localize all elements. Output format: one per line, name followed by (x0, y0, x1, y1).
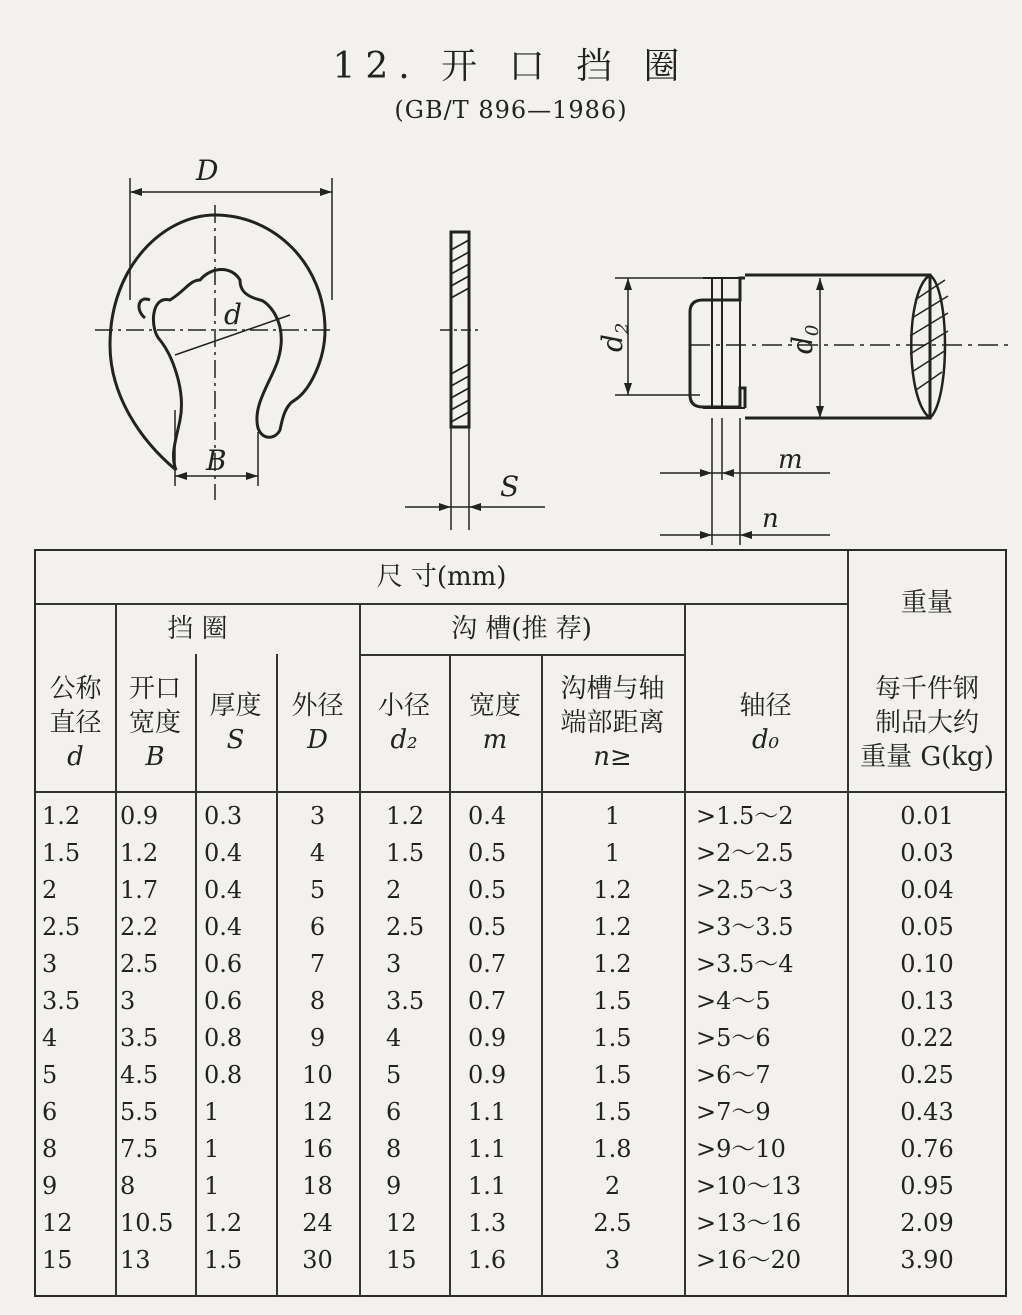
table-cell: 0.4 (468, 802, 507, 830)
table-cell: 24 (302, 1209, 333, 1237)
table-cell: 1.2 (204, 1209, 243, 1237)
table-cell: 1.5 (593, 1061, 632, 1089)
table-cell: 1.2 (120, 839, 159, 867)
table-cell: 0.8 (204, 1024, 243, 1052)
table-cell: 10.5 (120, 1209, 174, 1237)
table-cell: 1.8 (593, 1135, 632, 1163)
label-m: m (778, 445, 803, 475)
column-m-values (468, 798, 540, 1279)
table-cell: 2.5 (42, 913, 81, 941)
ring-front-view (110, 215, 325, 470)
table-cell: 8 (42, 1135, 58, 1163)
table-cell: >1.5～2 (696, 802, 794, 830)
table-cell: 1.2 (593, 913, 632, 941)
column-D-values (276, 798, 359, 1279)
table-cell: 1.2 (386, 802, 425, 830)
table-cell: 5 (386, 1061, 402, 1089)
table-cell: >3.5～4 (696, 950, 794, 978)
table-cell: 3 (386, 950, 402, 978)
header-col-d0: 轴径 d₀ (739, 690, 792, 755)
table-cell: >10～13 (696, 1172, 802, 1200)
table-cell: 1 (204, 1172, 220, 1200)
column-n-values (541, 798, 684, 1279)
table-cell: 9 (42, 1172, 58, 1200)
table-cell: 0.9 (468, 1024, 507, 1052)
table-cell: 9 (386, 1172, 402, 1200)
table-cell: 0.43 (900, 1098, 954, 1126)
table-cell: >16～20 (696, 1246, 802, 1274)
dimension-table (34, 549, 1007, 1297)
table-cell: >13～16 (696, 1209, 802, 1237)
table-cell: 5.5 (120, 1098, 159, 1126)
table-cell: 1.5 (42, 839, 81, 867)
table-cell: 5 (309, 876, 326, 904)
table-cell: 3.90 (900, 1246, 954, 1274)
table-cell: 0.5 (468, 839, 507, 867)
header-col-d: 公称 直径 d (49, 673, 102, 772)
table-cell: 2.5 (593, 1209, 632, 1237)
column-d-values (42, 798, 114, 1279)
table-cell: 1.5 (593, 987, 632, 1015)
table-cell: 0.95 (900, 1172, 954, 1200)
table-cell: 0.76 (900, 1135, 954, 1163)
table-cell: 0.3 (204, 802, 243, 830)
table-cell: 3.5 (42, 987, 81, 1015)
retaining-ring-drawing (0, 0, 1022, 549)
table-cell: 0.01 (900, 802, 954, 830)
table-cell: 8 (120, 1172, 136, 1200)
table-cell: 3 (309, 802, 326, 830)
table-cell: 1 (604, 839, 621, 867)
table-cell: 9 (309, 1024, 326, 1052)
table-cell: 0.5 (468, 913, 507, 941)
table-cell: 3 (42, 950, 58, 978)
table-cell: 0.7 (468, 950, 507, 978)
table-cell: 0.4 (204, 876, 243, 904)
table-cell: 2.5 (386, 913, 425, 941)
table-cell: 4 (309, 839, 326, 867)
table-cell: 1.1 (468, 1098, 507, 1126)
table-cell: 6 (386, 1098, 402, 1126)
table-cell: 4 (42, 1024, 58, 1052)
table-cell: 0.10 (900, 950, 954, 978)
table-cell: 3.5 (120, 1024, 159, 1052)
table-cell: 1.2 (42, 802, 81, 830)
table-cell: 7 (309, 950, 326, 978)
label-B: B (206, 444, 227, 477)
table-cell: 2.5 (120, 950, 159, 978)
table-cell: 7.5 (120, 1135, 159, 1163)
table-cell: 1.7 (120, 876, 159, 904)
header-col-B: 开口 宽度 B (128, 673, 181, 772)
table-cell: >9～10 (696, 1135, 786, 1163)
table-cell: 12 (302, 1098, 333, 1126)
header-col-m: 宽度 m (468, 690, 521, 755)
table-cell: 0.9 (468, 1061, 507, 1089)
header-col-n: 沟槽与轴 端部距离 n≥ (560, 673, 665, 772)
column-d0-values (696, 798, 846, 1279)
table-cell: 8 (386, 1135, 402, 1163)
column-S-values (204, 798, 274, 1279)
table-cell: 4.5 (120, 1061, 159, 1089)
label-S: S (500, 470, 520, 503)
table-cell: 1.6 (468, 1246, 507, 1274)
table-cell: >7～9 (696, 1098, 771, 1126)
table-cell: 3 (120, 987, 136, 1015)
label-d: d (224, 298, 242, 331)
table-cell: 0.6 (204, 987, 243, 1015)
table-cell: 6 (309, 913, 326, 941)
table-cell: 16 (302, 1135, 333, 1163)
table-cell: >2.5～3 (696, 876, 794, 904)
header-weight-group: 重量 (900, 587, 953, 618)
header-col-D: 外径 D (291, 690, 344, 755)
label-d2: $d_2$ (596, 322, 633, 352)
table-cell: 1.5 (386, 839, 425, 867)
table-cell: 0.25 (900, 1061, 954, 1089)
table-cell: 0.22 (900, 1024, 954, 1052)
table-cell: 1.5 (204, 1246, 243, 1274)
table-cell: 15 (386, 1246, 417, 1274)
table-cell: 10 (302, 1061, 333, 1089)
label-d0: $d_0$ (786, 324, 823, 354)
header-col-d2: 小径 d₂ (377, 690, 430, 755)
table-cell: 3 (604, 1246, 621, 1274)
table-cell: 15 (42, 1246, 73, 1274)
header-col-weight: 每千件钢 制品大约 重量 G(kg) (860, 673, 994, 772)
table-cell: 5 (42, 1061, 58, 1089)
table-cell: 1.2 (593, 876, 632, 904)
table-cell: 0.13 (900, 987, 954, 1015)
table-cell: 13 (120, 1246, 151, 1274)
table-cell: >4～5 (696, 987, 771, 1015)
header-ring-group: 挡 圈 (167, 613, 228, 644)
table-cell: 12 (42, 1209, 73, 1237)
table-cell: 6 (42, 1098, 58, 1126)
table-cell: 8 (309, 987, 326, 1015)
header-col-S: 厚度 S (209, 690, 262, 755)
table-cell: 1.5 (593, 1024, 632, 1052)
label-D: D (196, 154, 219, 187)
table-cell: 0.8 (204, 1061, 243, 1089)
table-cell: >3～3.5 (696, 913, 794, 941)
table-cell: 1.1 (468, 1172, 507, 1200)
standard-number: (GB/T 896—1986) (394, 96, 628, 124)
table-cell: 0.04 (900, 876, 954, 904)
label-n: n (762, 504, 779, 534)
table-cell: 2.09 (900, 1209, 954, 1237)
table-cell: 1 (204, 1098, 220, 1126)
table-cell: 3.5 (386, 987, 425, 1015)
column-weight-values (847, 798, 1007, 1279)
table-cell: 1 (604, 802, 621, 830)
table-cell: >5～6 (696, 1024, 771, 1052)
table-cell: 1.3 (468, 1209, 507, 1237)
table-cell: 30 (302, 1246, 333, 1274)
column-d2-values (386, 798, 448, 1279)
table-cell: 0.03 (900, 839, 954, 867)
table-cell: 2 (42, 876, 58, 904)
header-size-group: 尺 寸(mm) (376, 562, 507, 592)
table-cell: 1.5 (593, 1098, 632, 1126)
table-cell: 1.1 (468, 1135, 507, 1163)
table-cell: 2.2 (120, 913, 159, 941)
table-cell: 0.6 (204, 950, 243, 978)
ring-side-view (405, 232, 545, 530)
table-cell: 0.4 (204, 839, 243, 867)
page-title: 12. 开 口 挡 圈 (332, 46, 690, 87)
table-cell: 4 (386, 1024, 402, 1052)
table-cell: 0.5 (468, 876, 507, 904)
table-cell: 1 (204, 1135, 220, 1163)
table-cell: 18 (302, 1172, 333, 1200)
table-cell: 0.7 (468, 987, 507, 1015)
table-cell: >2～2.5 (696, 839, 794, 867)
table-cell: 0.05 (900, 913, 954, 941)
table-cell: 0.9 (120, 802, 159, 830)
table-cell: >6～7 (696, 1061, 771, 1089)
column-B-values (120, 798, 194, 1279)
table-cell: 12 (386, 1209, 417, 1237)
header-groove-group: 沟 槽(推 荐) (451, 613, 592, 644)
table-cell: 1.2 (593, 950, 632, 978)
table-cell: 0.4 (204, 913, 243, 941)
table-cell: 2 (386, 876, 402, 904)
table-cell: 2 (604, 1172, 621, 1200)
